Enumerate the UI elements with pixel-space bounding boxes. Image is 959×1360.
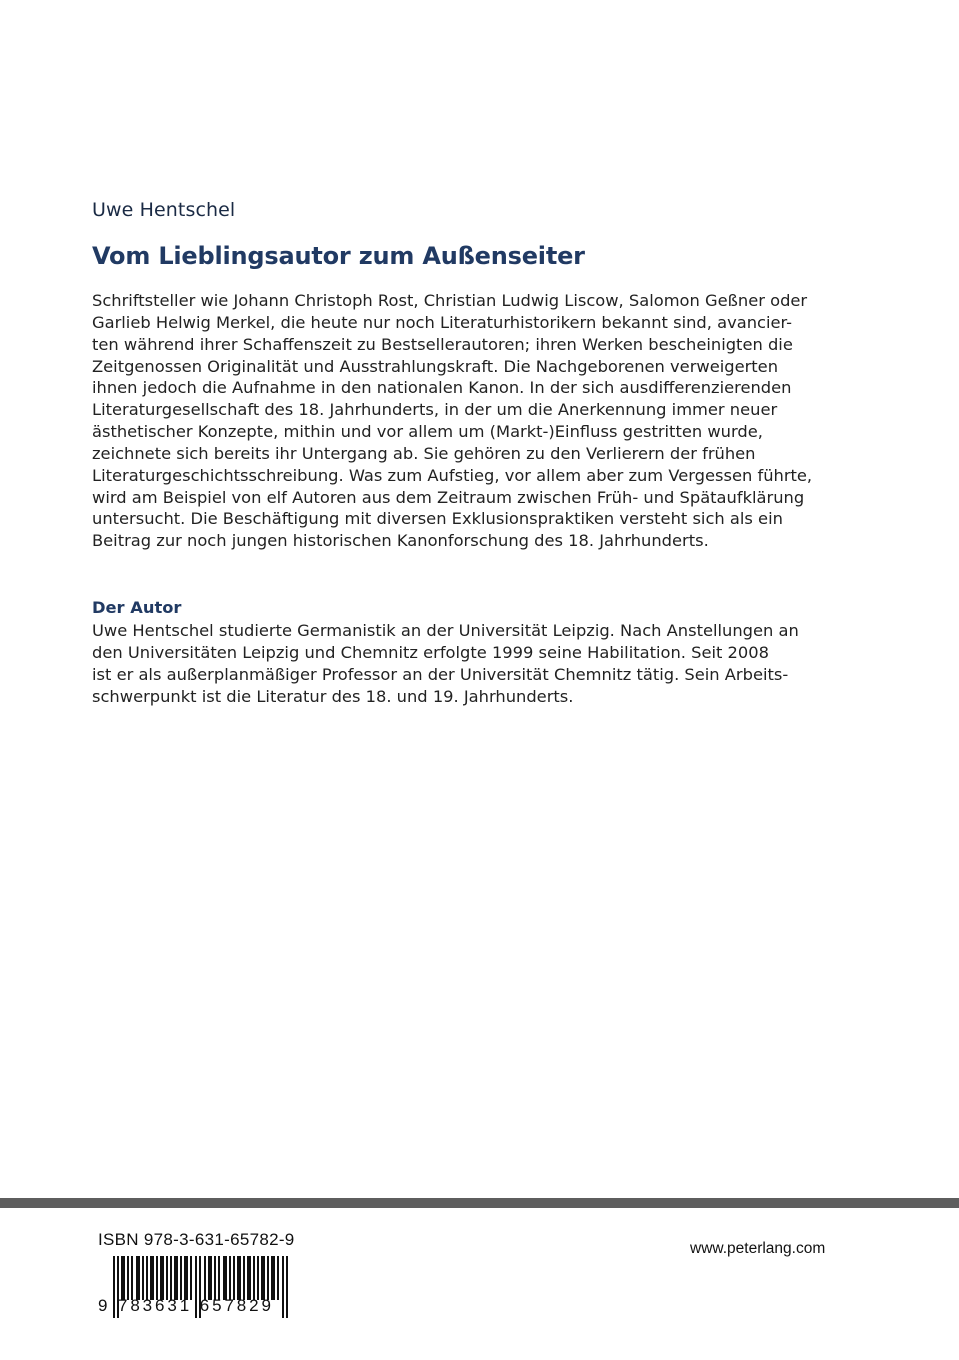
blurb-line: zeichnete sich bereits ihr Untergang ab. Sie gehören zu den Verlierern der frühen [92,443,756,463]
isbn-label: ISBN 978-3-631-65782-9 [98,1230,295,1249]
blurb-line: Garlieb Helwig Merkel, die heute nur noch Literaturhistorikern bekannt sind, avancier- [92,312,793,332]
blurb-line: ten während ihrer Schaffenszeit zu Bestsellerautoren; ihren Werken bescheinigten die [92,334,793,354]
about-line: den Universitäten Leipzig und Chemnitz erfolgte 1999 seine Habilitation. Seit 2008 [92,642,769,662]
footer-rule [0,1198,959,1208]
book-title: Vom Lieblingsautor zum Außenseiter [92,242,585,270]
blurb-line: wird am Beispiel von elf Autoren aus dem Zeitraum zwischen Früh- und Spätaufklärung [92,487,805,507]
blurb-line: ihnen jedoch die Aufnahme in den nationalen Kanon. In der sich ausdifferenzierenden [92,378,792,398]
about-author-text [92,620,799,707]
publisher-website: www.peterlang.com [690,1240,826,1257]
blurb-line: Schriftsteller wie Johann Christoph Rost, Christian Ludwig Liscow, Salomon Geßner oder [92,291,808,310]
about-line: ist er als außerplanmäßiger Professor an der Universität Chemnitz tätig. Sein Arbeits- [92,664,789,684]
blurb-line: untersucht. Die Beschäftigung mit diversen Exklusionspraktiken versteht sich als ein [92,509,783,529]
about-author-heading: Der Autor [92,598,182,617]
author-name: Uwe Hentschel [92,199,236,221]
barcode-digits: 9 783631 657829 [98,1296,274,1315]
about-line: Uwe Hentschel studierte Germanistik an der Universität Leipzig. Nach Anstellungen an [92,621,799,640]
blurb-line: Literaturgesellschaft des 18. Jahrhunderts, in der um die Anerkennung immer neuer [92,400,778,420]
blurb-line: Beitrag zur noch jungen historischen Kanonforschung des 18. Jahrhunderts. [92,531,709,551]
blurb-line: Zeitgenossen Originalität und Ausstrahlungskraft. Die Nachgeborenen verweigerten [92,356,779,376]
blurb-line: ästhetischer Konzepte, mithin und vor allem um (Markt-)Einfluss gestritten wurde, [92,422,763,442]
blurb-line: Literaturgeschichtsschreibung. Was zum Aufstieg, vor allem aber zum Vergessen führte, [92,465,813,485]
about-line: schwerpunkt ist die Literatur des 18. und 19. Jahrhunderts. [92,686,574,706]
blurb-text [92,290,813,552]
